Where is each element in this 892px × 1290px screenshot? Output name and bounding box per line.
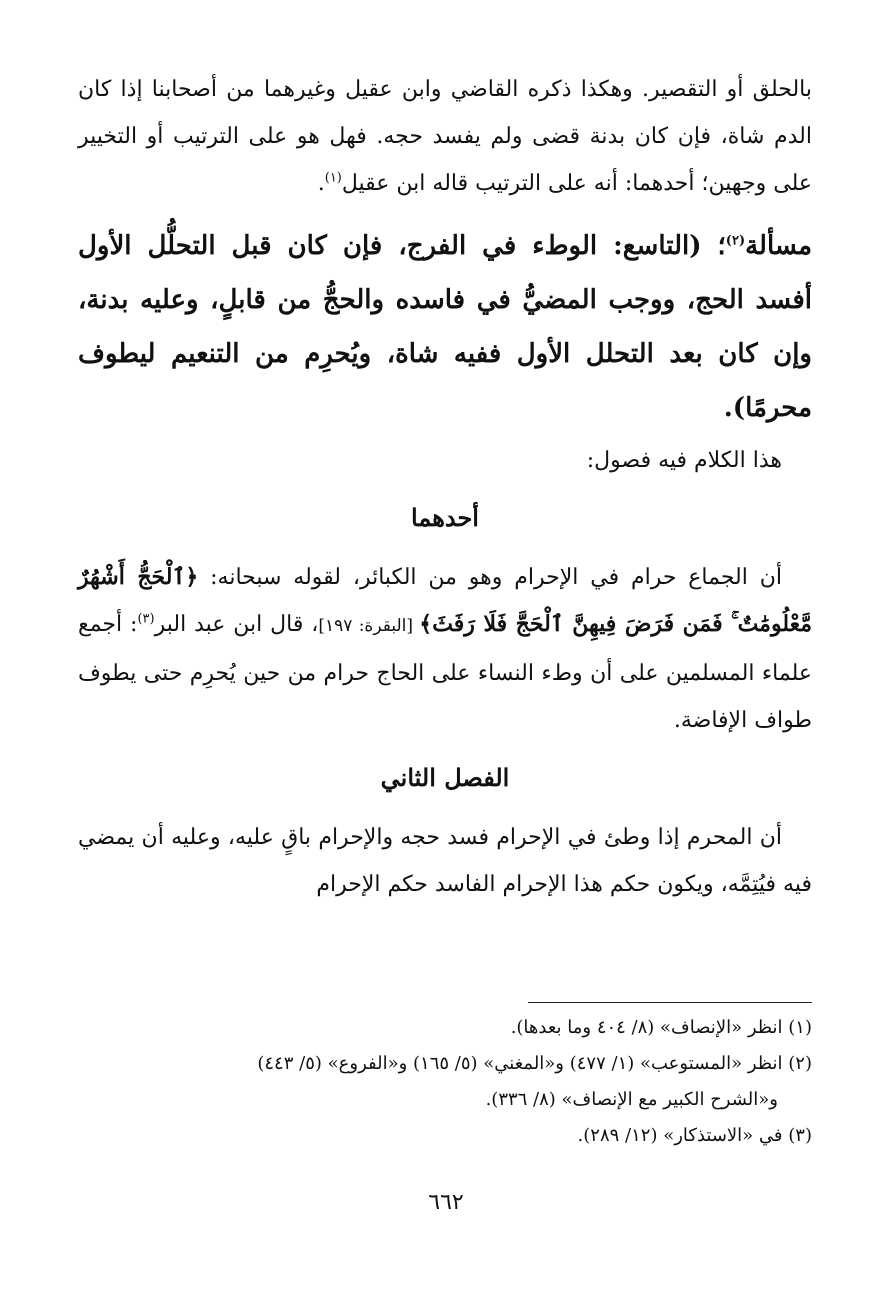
masala-label: مسألة: [745, 231, 812, 261]
footnote-ref-2[interactable]: (٢): [725, 233, 746, 249]
footnote-text: انظر «الإنصاف» (٨/ ٤٠٤ وما بعدها).: [510, 1017, 783, 1038]
footnote-separator: [528, 1002, 812, 1003]
paragraph-text: أن الجماع حرام في الإحرام وهو من الكبائر، لقوله سبحانه:: [198, 565, 783, 590]
footnote-text: انظر «المستوعب» (١/ ٤٧٧) و«المغني» (٥/ ١٦٥) و«الفروع» (٥/ ٤٤٣): [257, 1053, 783, 1074]
footnotes: [78, 1010, 812, 1154]
footnote-number: (٣): [788, 1125, 812, 1146]
footnote-ref-1[interactable]: (١): [324, 170, 342, 186]
paragraph-text: : أجمع علماء المسلمين على أن وطء النساء على الحاج حرام من حين يُحرِم حتى يطوف طواف الإفاضة.: [78, 612, 812, 733]
page-body: [78, 66, 812, 908]
footnote-2: [78, 1046, 812, 1082]
intro-line: هذا الكلام فيه فصول:: [586, 448, 782, 473]
paragraph-first-section: [78, 554, 812, 744]
section-heading-second: الفصل الثاني: [380, 763, 510, 792]
footnote-number: (٢): [788, 1053, 812, 1074]
footnote-text: في «الاستذكار» (١٢/ ٢٨٩).: [577, 1125, 783, 1146]
footnote-ref-3[interactable]: (٣): [137, 611, 155, 627]
section-heading-first: أحدهما: [411, 503, 479, 532]
masala-text: ؛ (التاسع: الوطء في الفرج، فإن كان قبل التحلُّل الأول أفسد الحج، ووجب المضيُّ في فاسده والحجُّ من قابلٍ، وعليه بدنة، وإن كان بعد التحلل الأول ففيه شاة، ويُحرِم من التنعيم ليطوف محرمًا).: [78, 231, 812, 423]
footnote-2-continuation: و«الشرح الكبير مع الإنصاف» (٨/ ٣٣٦).: [485, 1089, 778, 1110]
verse-reference: [البقرة: ١٩٧]: [318, 616, 420, 636]
quran-verse: ﴿ٱلْحَجُّ أَشْهُرٌ مَّعْلُومَٰتٌ ۚ فَمَن فَرَضَ فِيهِنَّ ٱلْحَجَّ فَلَا رَفَثَ﴾: [78, 564, 813, 637]
paragraph-text: ، قال ابن عبد البر: [154, 612, 319, 637]
paragraph-end: .: [317, 171, 325, 196]
paragraph-second-section: أن المحرم إذا وطئ في الإحرام فسد حجه والإحرام باقٍ عليه، وعليه أن يمضي فيه فيُتِمَّه، ويكون حكم هذا الإحرام الفاسد حكم الإحرام: [78, 825, 812, 897]
footnote-number: (١): [788, 1017, 812, 1038]
paragraph-text: بالحلق أو التقصير. وهكذا ذكره القاضي وابن عقيل وغيرهما من أصحابنا إذا كان الدم شاة، فإن كان بدنة قضى ولم يفسد حجه. فهل هو على الترتيب أو التخيير على وجهين؛ أحدهما: أنه على الترتيب قاله ابن عقيل: [78, 77, 812, 196]
footnote-3: [78, 1118, 812, 1154]
masala-paragraph: [78, 219, 812, 435]
paragraph-continuation: [78, 66, 812, 207]
page-number: ٦٦٢: [428, 1190, 464, 1215]
footnote-1: [78, 1010, 812, 1046]
